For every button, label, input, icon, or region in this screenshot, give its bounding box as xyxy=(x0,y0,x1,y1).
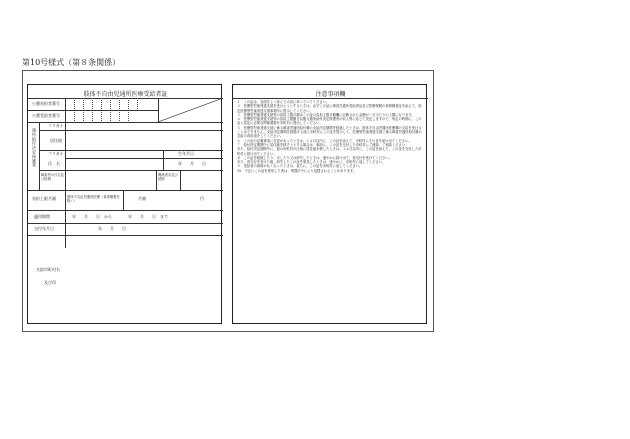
period-value: 年 月 日 から 年 月 日 まで xyxy=(72,214,168,219)
note-item: ８ この証を破損したり、汚したり又は紛失したときは、速やかに届け出て、再交付を受けてください。 xyxy=(237,155,392,160)
issue-date-value: 年 月 日 xyxy=(98,226,126,231)
divider xyxy=(28,223,223,224)
divider xyxy=(28,235,223,236)
cap-amount-label: 月額 xyxy=(138,196,146,201)
guardian-group-label: 通所給付決定保護者 xyxy=(32,128,37,168)
note-item: ５ 医療型児童発達支援に係る障害児通所給付費の支給決定期間を経過したときは、肢体不自由児通所医療費の支給を受けることはできません。支給決定期間を経過する前に市町村にこの証を提示して、医療型児童発達支援に係る障害児通所給付費の支給の再申請をしてください。 xyxy=(237,125,422,139)
notes-title: 注意事項欄 xyxy=(315,91,346,98)
notes-card xyxy=(232,84,427,324)
recipient-number-label: 公費受給者番号 xyxy=(32,113,60,118)
birth-date-label: 生年月日 xyxy=(178,151,194,156)
note-item: ９ 受給者の資格がなくなったときは、直ちに、この証を市町村に返してください。 xyxy=(237,164,363,169)
divider xyxy=(65,158,223,159)
note-item: １ この証は、各面をよく読んで大切に持っていてください。 xyxy=(237,100,330,104)
cap-label: 負担上限月額 xyxy=(32,196,56,201)
furigana2-label: フリガナ xyxy=(48,151,64,156)
note-item: ６ この証の記載事項に変更があったときは、１４日以内に、この証を添えて、市町村にその旨を届け出てください。 xyxy=(237,138,412,143)
note-item: ４ 医療型児童発達支援等の負担上限額日以後与通所給付決定保護者の収入等に応じて決定しますので、所定の時期に、この証と認定に必要な関係書類を市町村に提出してください。 xyxy=(237,117,422,126)
divider xyxy=(28,210,223,211)
divider xyxy=(39,150,223,151)
name-label: 氏 名 xyxy=(48,161,60,166)
divider xyxy=(65,190,66,210)
divider xyxy=(156,170,157,190)
note-item: ７ 給付決定期間中に居住地を移そうとする場合は、事前に、この証を交付した市町村にご連絡、ご相談ください。 xyxy=(237,142,409,147)
provider-number-label: 公費負担者番号 xyxy=(32,101,60,106)
divider xyxy=(39,122,40,190)
note-item: また、再交付を受けた後、紛失したこの証を発見したときは、速やかに、市町村に返してください。 xyxy=(237,160,386,165)
divider xyxy=(65,210,66,248)
certificate-card xyxy=(27,84,222,324)
issue-date-label: 交付年月日 xyxy=(34,226,54,231)
relation-label: 関係者名並び続柄 xyxy=(158,173,178,181)
note-item: ３ 医療型児童発達支援等の負担上限月額はこの証の負担上限月額欄に記載された金額が一月当たりの上限になります。 xyxy=(237,112,415,117)
divider xyxy=(28,110,158,111)
period-label: 適用期間 xyxy=(34,214,50,219)
divider xyxy=(180,170,181,190)
issuer-label: 支給市町村名 xyxy=(36,267,60,272)
divider xyxy=(39,170,223,171)
divider xyxy=(28,190,223,191)
divider xyxy=(65,122,66,190)
certificate-title: 肢体不自由児通所医療受給者証 xyxy=(83,91,168,98)
form-number: 第10号様式（第８条関係） xyxy=(22,58,121,67)
note-item: 10 不正にこの証を使用した者は、刑罰法令により処罰されることがあります。 xyxy=(237,168,357,173)
notes-list xyxy=(237,100,423,173)
birth-date-value: 年 月 日 xyxy=(178,161,206,166)
address-label: 居住地 xyxy=(50,138,62,143)
divider xyxy=(233,98,428,99)
divider xyxy=(39,130,223,131)
yen-label: 円 xyxy=(200,196,204,201)
divider xyxy=(163,150,164,170)
cap-description: 肢体不自由児通所医療（食事療養を除く） xyxy=(67,195,120,203)
furigana-label: フリガナ xyxy=(48,123,64,128)
note-item: ２ 医療型児童発達支援を受けようとするときは、必ずこの証に障害児通所受給者証及び医療保険の被保険者証を添えて、指定医療型児童発達支援事業所に提示してください。 xyxy=(237,104,422,113)
issuer-seal-label: 及び印 xyxy=(44,280,56,285)
void-diagonal xyxy=(158,98,223,122)
note-item: また、給付決定期間中に、他の市町村の区域に居住地を移したときは、１４日以内に、この証を添えて、この証を交付した市町村に届け出てください。 xyxy=(237,147,422,156)
child-name-label: 障害児の氏名及び続柄 xyxy=(41,173,65,181)
divider xyxy=(123,190,124,210)
